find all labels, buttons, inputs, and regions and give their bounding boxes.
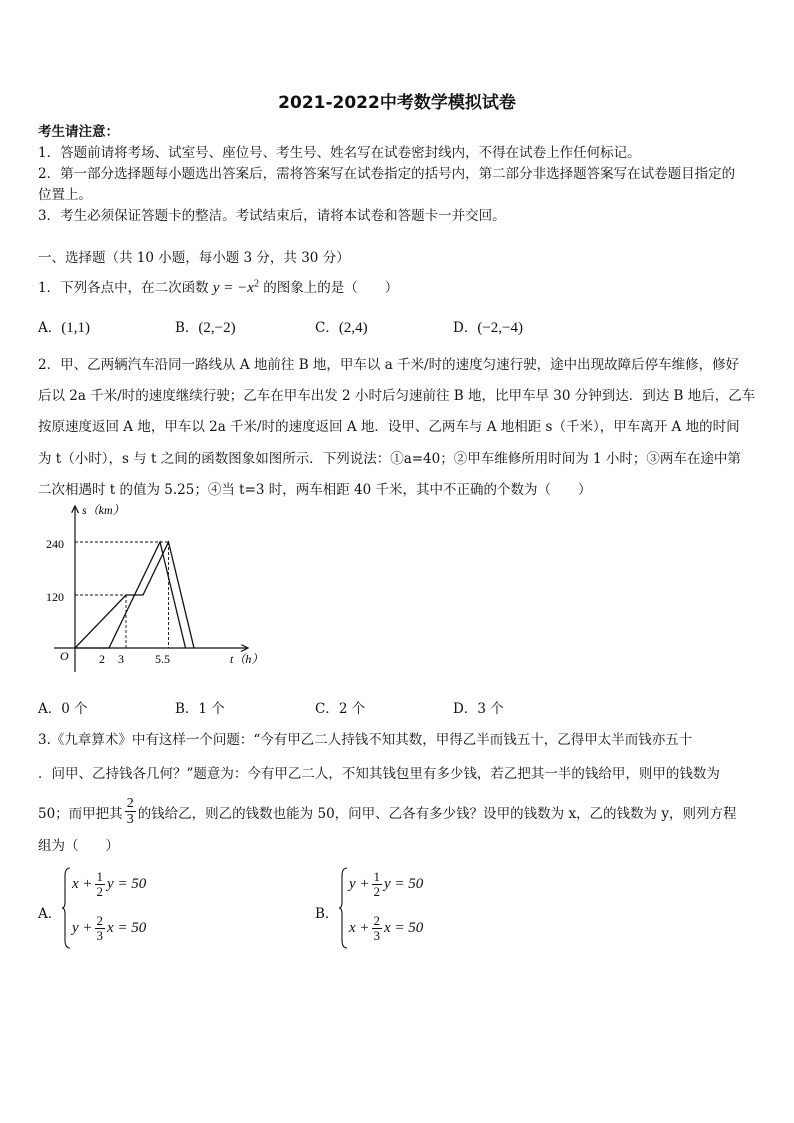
q3-line-1: 3.《九章算术》中有这样一个问题：“今有甲乙二人持钱不知其数，甲得乙半而钱五十，乙得甲太半而钱亦五十 — [38, 732, 693, 748]
notice-item-2: 2．第一部分选择题每小题选出答案后，需将答案写在试卷指定的括号内，第二部分非选择题答案写在试卷题目指定的 — [38, 166, 736, 182]
q1-option-d[interactable]: D．(−2,−4) — [453, 320, 523, 336]
q3-line-3b: 的钱给乙，则乙的钱数也能为 50，问甲、乙各有多少钱？设甲的钱数为 x，乙的钱数为 y，则列方程 — [137, 805, 737, 822]
notice-item-2-cont: 位置上。 — [38, 187, 92, 203]
x-tick-3: 3 — [118, 652, 124, 666]
q1-option-a[interactable]: A．(1,1) — [38, 320, 90, 336]
q2-line-2: 后以 2a 千米/时的速度继续行驶；乙车在甲车出发 2 小时后匀速前往 B 地，比甲车早 30 分钟到达．到达 B 地后，乙车 — [38, 388, 756, 404]
q2-option-a[interactable]: A．0 个 — [38, 701, 88, 717]
q2-line-5: 二次相遇时 t 的值为 5.25；④当 t=3 时，两车相距 40 千米，其中不正确的个数为（ ） — [38, 482, 592, 498]
q1-stem-a: 1．下列各点中，在二次函数 — [38, 280, 209, 296]
q1-option-b[interactable]: B．(2,−2) — [175, 320, 236, 336]
q3-frac-den: 3 — [126, 812, 134, 827]
q3-option-a-label[interactable]: A． — [38, 906, 62, 922]
q3-frac-num: 2 — [126, 796, 134, 811]
brace-icon — [339, 866, 349, 950]
x-axis-label: t（h） — [230, 652, 264, 666]
origin-label: O — [60, 649, 69, 663]
q3-option-b-label[interactable]: B． — [315, 906, 339, 922]
y-tick-120: 120 — [46, 590, 64, 604]
q3-line-2: ．问甲、乙持钱各几何？”题意为：今有甲乙二人，不知其钱包里有多少钱，若乙把其一半的钱给甲，则甲的钱数为 — [38, 766, 720, 782]
y-axis-label: s（km） — [82, 503, 125, 517]
q2-line-3: 按原速度返回 A 地，甲车以 2a 千米/时的速度返回 A 地．设甲、乙两车与 A 地相距 s（千米），甲车离开 A 地的时间 — [38, 419, 740, 435]
notice-heading: 考生请注意： — [38, 124, 119, 140]
q3-b-eq1: y + $\frac{1}{2}$ y = 50 — [349, 869, 424, 899]
q3-b-eq2: x + $\frac{2}{3}$ x = 50 — [349, 913, 424, 943]
section-heading: 一、选择题（共 10 小题，每小题 3 分，共 30 分） — [38, 250, 350, 266]
q2-graph — [40, 500, 280, 675]
q3-a-eq1: x + $\frac{1}{2}$ y = 50 — [72, 869, 147, 899]
q1-function: y = −x — [212, 280, 254, 296]
q2-line-1: 2．甲、乙两辆汽车沿同一路线从 A 地前往 B 地，甲车以 a 千米/时的速度匀速行驶，途中出现故障后停车维修，修好 — [38, 357, 740, 373]
q3-line-3 — [38, 796, 736, 827]
q1-exponent: 2 — [253, 278, 259, 290]
x-tick-2: 2 — [99, 652, 105, 666]
y-tick-240: 240 — [46, 537, 64, 551]
q3-line-3a: 50；而甲把其 — [38, 805, 123, 822]
notice-item-3: 3．考生必须保证答题卡的整洁。考试结束后，请将本试卷和答题卡一并交回。 — [38, 208, 506, 224]
q1-stem-b: 的图象上的是（ ） — [263, 280, 399, 296]
q2-option-d[interactable]: D．3 个 — [453, 701, 504, 717]
q3-a-eq2: y + $\frac{2}{3}$ x = 50 — [72, 913, 147, 943]
page-title: 2021-2022中考数学模拟试卷 — [278, 93, 516, 113]
notice-item-1: 1．答题前请将考场、试室号、座位号、考生号、姓名写在试卷密封线内，不得在试卷上作任何标记。 — [38, 145, 641, 161]
q3-fraction — [125, 796, 136, 827]
q2-line-4: 为 t（小时），s 与 t 之间的函数图象如图所示．下列说法：①a=40；②甲车维修所用时间为 1 小时；③两车在途中第 — [38, 451, 741, 467]
q2-option-b[interactable]: B．1 个 — [175, 701, 225, 717]
x-tick-5.5: 5.5 — [155, 652, 170, 666]
q2-option-c[interactable]: C．2 个 — [315, 701, 366, 717]
brace-icon — [62, 866, 72, 950]
q3-line-4: 组为（ ） — [38, 838, 119, 854]
q1-stem — [38, 276, 398, 297]
q1-option-c[interactable]: C．(2,4) — [315, 320, 368, 336]
